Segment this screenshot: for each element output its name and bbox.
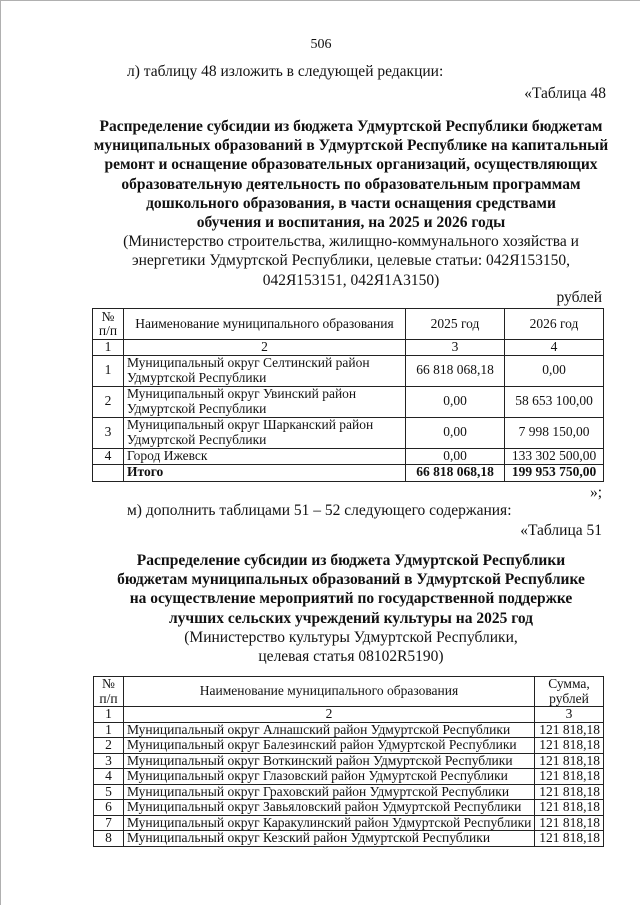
table-48-label: «Таблица 48: [524, 85, 606, 102]
table-row: [93, 417, 604, 448]
table-51: [93, 676, 604, 847]
title-line: Распределение субсидии из бюджета Удмуртской Республики: [136, 552, 566, 569]
row-name: Муниципальный округ Шарканский район: [127, 417, 374, 432]
table-row: [94, 800, 604, 816]
table-row: [93, 386, 604, 417]
subtitle-line: 042Я153151, 042Я1А3150): [262, 271, 440, 289]
row-num: 8: [94, 831, 124, 847]
column-number: 2: [124, 707, 535, 723]
row-num: 2: [94, 738, 124, 754]
header-sum: Сумма, рублей: [535, 677, 604, 707]
row-name: Муниципальный округ Глазовский район Удмуртской Республики: [124, 769, 535, 785]
column-number: 2: [124, 340, 406, 356]
table-row: [93, 355, 604, 386]
page-number: 506: [310, 37, 332, 52]
row-num: 4: [93, 448, 124, 464]
row-name: Удмуртской Республики: [127, 369, 267, 385]
title-line: бюджетам муниципальных образований в Удмуртской Республике: [117, 571, 585, 589]
header-num: № п/п: [94, 677, 124, 707]
row-2025: 0,00: [406, 417, 505, 448]
title-line: лучших сельских учреждений культуры на 2025 год: [168, 609, 533, 627]
row-sum: 121 818,18: [535, 753, 604, 769]
header-row: [93, 309, 604, 340]
units-label: рублей: [556, 289, 602, 306]
total-label: Итого: [124, 464, 406, 481]
row-num: 6: [94, 800, 124, 816]
table-48: [92, 308, 604, 482]
column-number: 3: [406, 340, 505, 356]
row-name: Муниципальный округ Завьяловский район Удмуртской Республики: [124, 800, 535, 816]
table-48-title: [81, 117, 621, 290]
header-name: Наименование муниципального образования: [124, 677, 535, 707]
subtitle-line: целевая статья 08102R5190): [258, 648, 444, 666]
row-2026: 58 653 100,00: [505, 386, 604, 417]
row-name: Город Ижевск: [124, 448, 406, 464]
row-name: Муниципальный округ Селтинский район: [127, 355, 370, 370]
header-num: № п/п: [93, 309, 124, 340]
row-2025: 66 818 068,18: [406, 355, 505, 386]
row-num: 1: [93, 355, 124, 386]
row-name: Муниципальный округ Алнашский район Удмуртской Республики: [124, 722, 535, 738]
table-row: [94, 815, 604, 831]
subtitle-line: (Министерство культуры Удмуртской Республики,: [184, 628, 518, 646]
header-row: [94, 677, 604, 707]
title-line: обучения и воспитания, на 2025 и 2026 годы: [196, 214, 506, 232]
row-num: 4: [94, 769, 124, 785]
column-number-row: [93, 340, 604, 356]
row-name: Муниципальный округ Воткинский район Удмуртской Республики: [124, 753, 535, 769]
row-num: 1: [94, 722, 124, 738]
title-line: образовательную деятельность по образовательным программам: [121, 175, 581, 193]
row-num: 2: [93, 386, 124, 417]
row-2026: 7 998 150,00: [505, 417, 604, 448]
table-row: [93, 448, 604, 464]
total-row: [93, 464, 604, 481]
closing-quote: »;: [589, 484, 602, 501]
row-2025: 0,00: [406, 448, 505, 464]
row-name: Муниципальный округ Каракулинский район Удмуртской Республики: [124, 815, 535, 831]
title-line: дошкольного образования, в части оснащения средствами: [146, 194, 556, 212]
row-name: Муниципальный округ Увинский район: [127, 386, 357, 401]
row-2026: 133 302 500,00: [505, 448, 604, 464]
title-line: ремонт и оснащение образовательных организаций, осуществляющих: [104, 156, 598, 174]
total-2025: 66 818 068,18: [406, 464, 505, 481]
table-51-label: «Таблица 51: [520, 522, 602, 539]
table-row: [94, 831, 604, 847]
column-number: 4: [505, 340, 604, 356]
title-line: муниципальных образований в Удмуртской Республике на капитальный: [93, 137, 609, 155]
row-name: Удмуртской Республики: [127, 431, 267, 447]
row-num: 3: [94, 753, 124, 769]
row-name: Удмуртской Республики: [127, 400, 267, 416]
instruction-m: м) дополнить таблицами 51 – 52 следующего содержания:: [127, 502, 512, 519]
table-row: [94, 784, 604, 800]
row-name: Муниципальный округ Граховский район Удмуртской Республики: [124, 784, 535, 800]
header-2025: 2025 год: [406, 309, 505, 340]
subtitle-line: (Министерство строительства, жилищно-коммунального хозяйства и: [123, 233, 579, 251]
column-number: 1: [93, 340, 124, 356]
instruction-l: л) таблицу 48 изложить в следующей редакции:: [127, 63, 444, 80]
row-sum: 121 818,18: [535, 769, 604, 785]
row-sum: 121 818,18: [535, 722, 604, 738]
row-2025: 0,00: [406, 386, 505, 417]
table-row: [94, 738, 604, 754]
row-num: 3: [93, 417, 124, 448]
row-sum: 121 818,18: [535, 784, 604, 800]
table-row: [94, 769, 604, 785]
table-row: [94, 722, 604, 738]
header-name: Наименование муниципального образования: [124, 309, 406, 340]
column-number-row: [94, 707, 604, 723]
total-2026: 199 953 750,00: [505, 464, 604, 481]
row-num: 5: [94, 784, 124, 800]
table-51-title: [81, 551, 621, 666]
title-line: на осуществление мероприятий по государственной поддержке: [129, 590, 573, 608]
row-name: Муниципальный округ Кезский район Удмуртской Республики: [124, 831, 535, 847]
row-sum: 121 818,18: [535, 831, 604, 847]
column-number: 1: [94, 707, 124, 723]
table-row: [94, 753, 604, 769]
title-line: Распределение субсидии из бюджета Удмуртской Республики бюджетам: [99, 118, 603, 135]
subtitle-line: энергетики Удмуртской Республики, целевые статьи: 042Я153150,: [131, 252, 571, 270]
column-number: 3: [535, 707, 604, 723]
row-name: Муниципальный округ Балезинский район Удмуртской Республики: [124, 738, 535, 754]
row-num: 7: [94, 815, 124, 831]
row-2026: 0,00: [505, 355, 604, 386]
row-sum: 121 818,18: [535, 800, 604, 816]
row-sum: 121 818,18: [535, 738, 604, 754]
header-2026: 2026 год: [505, 309, 604, 340]
row-sum: 121 818,18: [535, 815, 604, 831]
total-num: [93, 464, 124, 481]
